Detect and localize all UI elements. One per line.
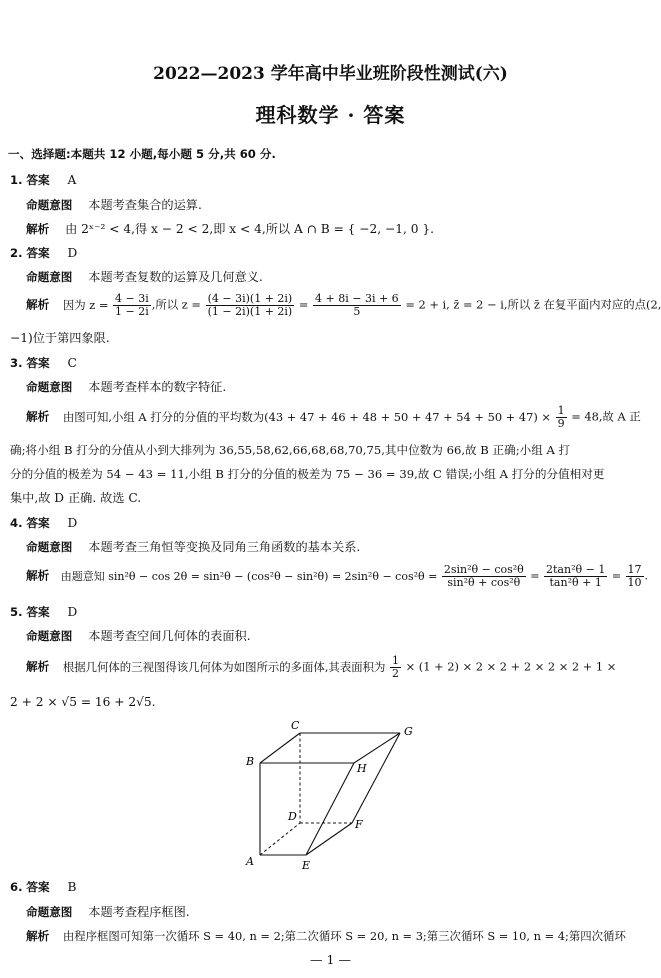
q4-text-4: . — [644, 569, 649, 583]
q2-text-1: 因为 z = — [62, 297, 109, 312]
q3-line-4: 集中,故 D 正确. 故选 C. — [10, 491, 142, 505]
q6-answer-line — [10, 880, 76, 895]
q1-analysis — [26, 222, 434, 237]
q2-analysis-label: 解析 — [26, 297, 50, 312]
point-label-D: D — [288, 810, 297, 823]
page-title: 2022—2023 学年高中毕业班阶段性测试(六) — [153, 64, 508, 84]
q1-intent-text: 本题考查集合的运算. — [88, 198, 202, 212]
q4-f1-den: sin²θ + cos²θ — [447, 576, 521, 589]
q1-intent-label: 命题意图 — [26, 198, 73, 212]
point-label-C: C — [291, 719, 300, 732]
q3-answer-label: 答案 — [26, 356, 50, 370]
page-number: — 1 — — [310, 952, 351, 967]
q6-analysis-label: 解析 — [26, 929, 50, 943]
q4-f1-num: 2sin²θ − cos²θ — [443, 563, 524, 576]
q3-text-1: 由图可知,小组 A 打分的分值的平均数为(43 + 47 + 46 + 48 + 50 + 47 + 54 + 50 + 47) × — [62, 409, 551, 424]
q5-text-2: × (1 + 2) × 2 × 2 + 2 × 2 × 2 + 1 × — [405, 659, 617, 674]
q4-fraction-3 — [626, 564, 644, 589]
q4-analysis-label: 解析 — [26, 568, 50, 583]
point-label-B: B — [246, 755, 255, 768]
q4-f2-num: 2tan²θ − 1 — [546, 563, 606, 576]
polyhedron-diagram — [240, 715, 420, 875]
q4-text-1: 由题意知 sin²θ − cos 2θ = sin²θ − (cos²θ − sin²θ) = 2sin²θ − cos²θ = — [60, 569, 438, 583]
q3-number: 3. — [10, 356, 23, 370]
q1-analysis-text: 由 2ˣ⁻² < 4,得 x − 2 < 2,即 x < 4,所以 A ∩ B = { −2, −1, 0 }. — [65, 222, 434, 236]
q1-intent — [26, 198, 202, 213]
q3-intent-text: 本题考查样本的数字特征. — [88, 380, 227, 394]
q6-analysis — [26, 929, 626, 944]
q5-analysis-label: 解析 — [26, 659, 50, 674]
point-label-A: A — [246, 855, 254, 868]
q3-f-den: 9 — [557, 417, 565, 430]
q4-answer-label: 答案 — [26, 516, 50, 530]
q4-fraction-1 — [442, 564, 526, 589]
q4-number: 4. — [10, 516, 23, 530]
q1-number: 1. — [10, 173, 23, 187]
q3-line-3: 分的分值的极差为 54 − 43 = 11,小组 B 打分的分值的极差为 75 − 36 = 39,故 C 错误;小组 A 打分的分值相对更 — [10, 467, 605, 481]
q5-intent — [26, 629, 251, 644]
q2-text-3: = — [298, 297, 309, 312]
q1-answer: A — [67, 173, 77, 187]
q5-f-den: 2 — [392, 667, 400, 680]
q2-intent-text: 本题考查复数的运算及几何意义. — [88, 270, 263, 284]
q6-intent-label: 命题意图 — [26, 905, 73, 919]
q2-fraction-3 — [313, 293, 401, 318]
q4-intent-label: 命题意图 — [26, 540, 73, 554]
q2-intent-label: 命题意图 — [26, 270, 73, 284]
q5-answer: D — [67, 605, 78, 619]
section-heading: 一、选择题:本题共 12 小题,每小题 5 分,共 60 分. — [8, 147, 276, 161]
q2-fraction-1 — [113, 293, 151, 318]
q5-text-1: 根据几何体的三视图得该几何体为如图所示的多面体,其表面积为 — [62, 659, 386, 674]
q6-intent — [26, 905, 190, 920]
q3-f-num: 1 — [557, 404, 565, 417]
q2-f3-den: 5 — [353, 305, 361, 318]
q4-analysis — [26, 564, 648, 589]
q3-intent — [26, 380, 226, 395]
q4-text-3: = — [611, 569, 622, 583]
q2-analysis — [26, 293, 661, 318]
q6-intent-text: 本题考查程序框图. — [88, 905, 190, 919]
q1-answer-line — [10, 173, 76, 188]
q2-fraction-2 — [206, 293, 295, 318]
q4-f3-num: 17 — [627, 563, 642, 576]
q2-answer-label: 答案 — [26, 246, 50, 260]
q6-analysis-text: 由程序框图可知第一次循环 S = 40, n = 2;第二次循环 S = 20, n = 3;第三次循环 S = 10, n = 4;第四次循环 — [62, 929, 626, 943]
q6-number: 6. — [10, 880, 23, 894]
q2-answer: D — [67, 246, 78, 260]
q5-number: 5. — [10, 605, 23, 619]
q4-text-2: = — [530, 569, 540, 583]
q3-answer: C — [67, 356, 77, 370]
edge-AD — [260, 823, 300, 855]
edge-EH — [306, 763, 354, 855]
q2-f3-num: 4 + 8i − 3i + 6 — [315, 292, 399, 305]
q5-f-num: 1 — [392, 654, 400, 667]
point-label-H: H — [357, 762, 367, 775]
q2-f1-num: 4 − 3i — [115, 292, 149, 305]
q4-f2-den: tan²θ + 1 — [549, 576, 602, 589]
q5-intent-text: 本题考查空间几何体的表面积. — [88, 629, 251, 643]
page-subtitle: 理科数学 · 答案 — [255, 103, 406, 127]
point-label-E: E — [302, 859, 311, 872]
q4-intent-text: 本题考查三角恒等变换及同角三角函数的基本关系. — [88, 540, 361, 554]
edge-HG — [354, 733, 400, 763]
edge-BC — [260, 733, 300, 763]
q5-fraction — [390, 655, 401, 680]
q2-f2-num: (4 − 3i)(1 + 2i) — [207, 292, 293, 305]
q4-f3-den: 10 — [627, 576, 642, 589]
edge-FG — [352, 733, 400, 823]
q3-fraction — [556, 405, 567, 430]
q1-analysis-label: 解析 — [26, 222, 50, 236]
point-label-F: F — [355, 818, 363, 831]
q2-answer-line — [10, 246, 77, 261]
polyhedron-figure — [240, 715, 420, 879]
q3-analysis-label: 解析 — [26, 409, 50, 424]
q3-text-2: = 48,故 A 正 — [571, 409, 641, 424]
q4-answer-line — [10, 516, 77, 531]
edge-EF — [306, 823, 352, 855]
q5-answer-label: 答案 — [26, 605, 50, 619]
point-label-G: G — [404, 725, 413, 738]
q3-line-2: 确;将小组 B 打分的分值从小到大排列为 36,55,58,62,66,68,68,70,75,其中位数为 66,故 B 正确;小组 A 打 — [10, 443, 571, 457]
q3-answer-line — [10, 356, 77, 371]
q5-answer-line — [10, 605, 77, 620]
q1-answer-label: 答案 — [26, 173, 50, 187]
q2-f1-den: 1 − 2i — [115, 305, 149, 318]
q2-line-2: −1)位于第四象限. — [10, 331, 110, 345]
q3-analysis — [26, 405, 641, 430]
q5-analysis — [26, 655, 616, 680]
q2-text-2: ,所以 z = — [151, 297, 201, 312]
q4-answer: D — [67, 516, 78, 530]
q2-f2-den: (1 − 2i)(1 + 2i) — [207, 305, 293, 318]
q5-intent-label: 命题意图 — [26, 629, 73, 643]
q2-intent — [26, 270, 263, 285]
q4-fraction-2 — [544, 564, 607, 589]
q3-intent-label: 命题意图 — [26, 380, 73, 394]
q4-intent — [26, 540, 360, 555]
q6-answer-label: 答案 — [26, 880, 50, 894]
q6-answer: B — [67, 880, 77, 894]
q2-text-4: = 2 + i, z̄ = 2 − i,所以 z̄ 在复平面内对应的点(2, — [405, 297, 661, 312]
q2-number: 2. — [10, 246, 23, 260]
q5-line-2: 2 + 2 × √5 = 16 + 2√5. — [10, 695, 156, 709]
